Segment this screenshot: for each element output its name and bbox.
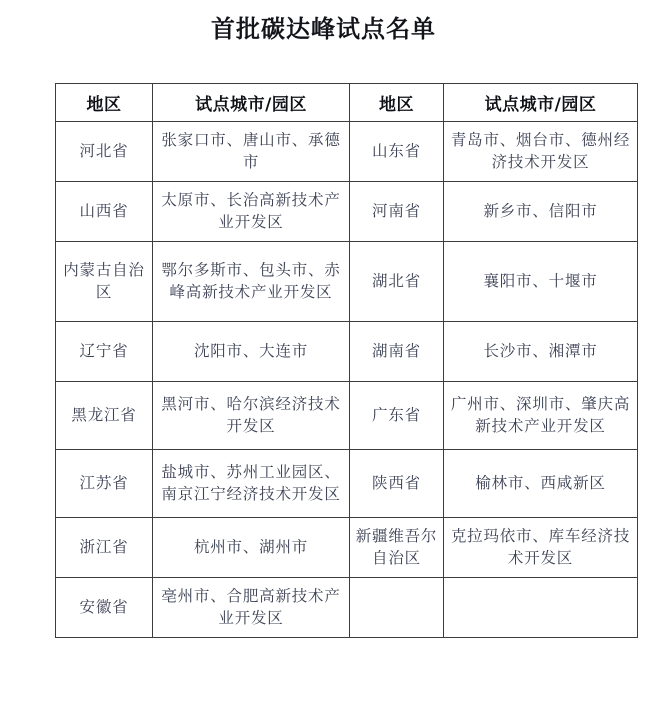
cell-region-right: 新疆维吾尔自治区 bbox=[350, 518, 444, 578]
column-header-cities-left: 试点城市/园区 bbox=[153, 84, 350, 122]
column-header-region-right: 地区 bbox=[350, 84, 444, 122]
pilot-list-table-container bbox=[55, 83, 631, 638]
cell-cities-left: 黑河市、哈尔滨经济技术开发区 bbox=[153, 382, 350, 450]
cell-region-right: 河南省 bbox=[350, 182, 444, 242]
cell-cities-left: 盐城市、苏州工业园区、南京江宁经济技术开发区 bbox=[153, 450, 350, 518]
table-row bbox=[56, 182, 638, 242]
cell-region-left: 安徽省 bbox=[56, 578, 153, 638]
cell-region-left: 山西省 bbox=[56, 182, 153, 242]
table-header-row bbox=[56, 84, 638, 122]
table-header bbox=[56, 84, 638, 122]
cell-cities-left: 亳州市、合肥高新技术产业开发区 bbox=[153, 578, 350, 638]
cell-region-right: 湖南省 bbox=[350, 322, 444, 382]
cell-cities-right: 新乡市、信阳市 bbox=[444, 182, 638, 242]
table-row bbox=[56, 450, 638, 518]
cell-cities-right: 长沙市、湘潭市 bbox=[444, 322, 638, 382]
cell-cities-left: 沈阳市、大连市 bbox=[153, 322, 350, 382]
table-body bbox=[56, 122, 638, 638]
cell-cities-left: 张家口市、唐山市、承德市 bbox=[153, 122, 350, 182]
table-row bbox=[56, 122, 638, 182]
table-row bbox=[56, 382, 638, 450]
cell-cities-left: 杭州市、湖州市 bbox=[153, 518, 350, 578]
page-title: 首批碳达峰试点名单 bbox=[211, 17, 436, 43]
cell-cities-right: 榆林市、西咸新区 bbox=[444, 450, 638, 518]
table-row bbox=[56, 578, 638, 638]
cell-region-right-empty bbox=[350, 578, 444, 638]
column-header-cities-right: 试点城市/园区 bbox=[444, 84, 638, 122]
table-row bbox=[56, 322, 638, 382]
cell-region-right: 陕西省 bbox=[350, 450, 444, 518]
table-row bbox=[56, 242, 638, 322]
cell-cities-right: 克拉玛依市、库车经济技术开发区 bbox=[444, 518, 638, 578]
column-header-region-left: 地区 bbox=[56, 84, 153, 122]
cell-region-left: 黑龙江省 bbox=[56, 382, 153, 450]
cell-cities-right: 广州市、深圳市、肇庆高新技术产业开发区 bbox=[444, 382, 638, 450]
cell-region-left: 内蒙古自治区 bbox=[56, 242, 153, 322]
cell-region-right: 湖北省 bbox=[350, 242, 444, 322]
cell-region-right: 广东省 bbox=[350, 382, 444, 450]
cell-cities-left: 太原市、长治高新技术产业开发区 bbox=[153, 182, 350, 242]
cell-region-right: 山东省 bbox=[350, 122, 444, 182]
cell-region-left: 浙江省 bbox=[56, 518, 153, 578]
cell-cities-right: 襄阳市、十堰市 bbox=[444, 242, 638, 322]
cell-region-left: 河北省 bbox=[56, 122, 153, 182]
cell-region-left: 辽宁省 bbox=[56, 322, 153, 382]
cell-cities-right: 青岛市、烟台市、德州经济技术开发区 bbox=[444, 122, 638, 182]
cell-cities-left: 鄂尔多斯市、包头市、赤峰高新技术产业开发区 bbox=[153, 242, 350, 322]
pilot-list-table bbox=[55, 83, 638, 638]
cell-cities-right-empty bbox=[444, 578, 638, 638]
cell-region-left: 江苏省 bbox=[56, 450, 153, 518]
table-row bbox=[56, 518, 638, 578]
